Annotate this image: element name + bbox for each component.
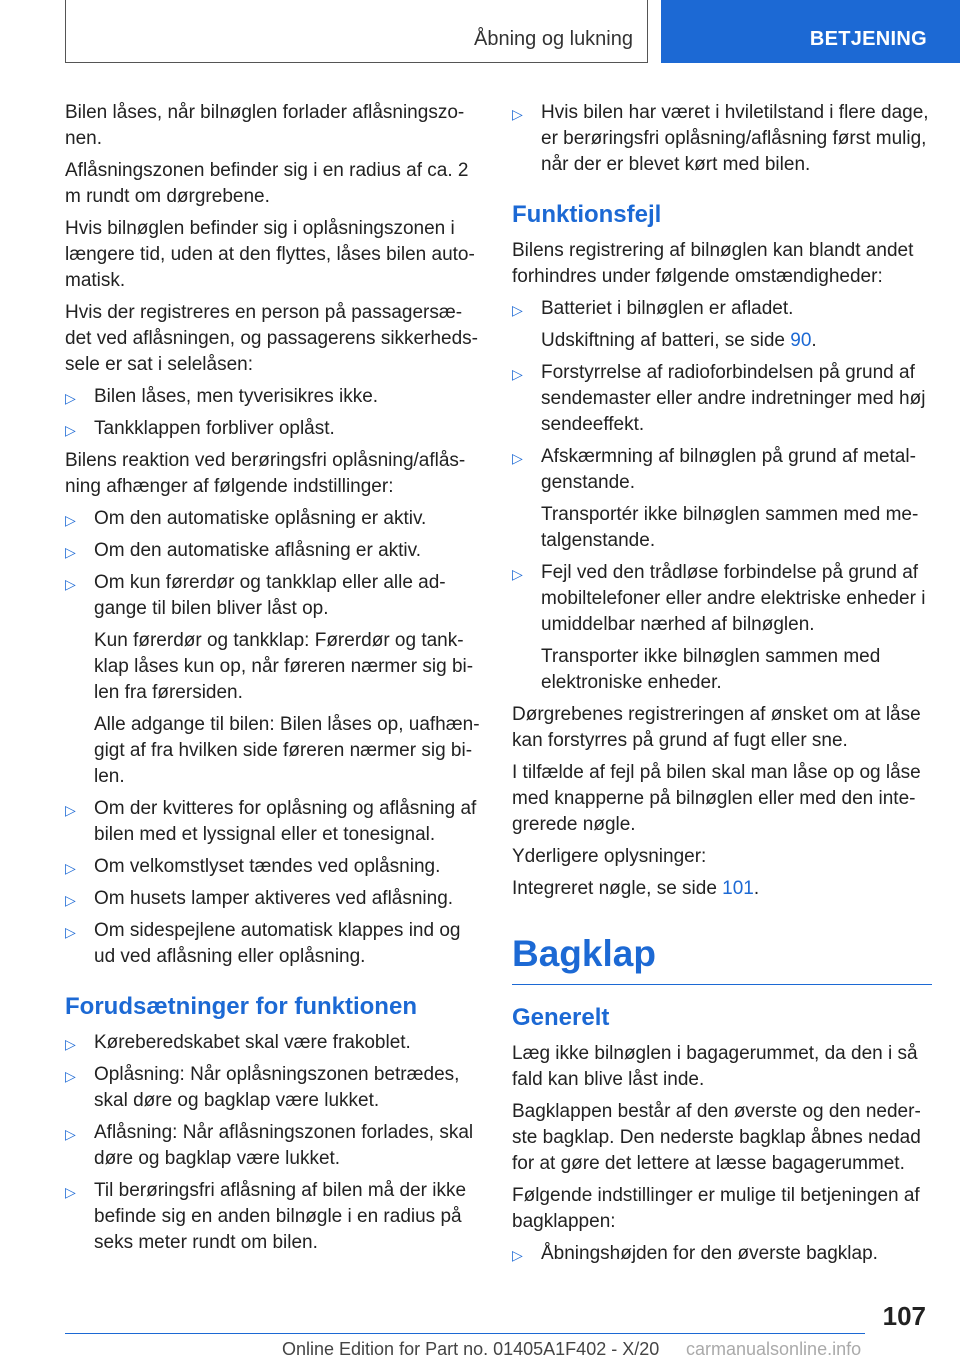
triangle-right-icon: ▷ [512, 450, 523, 466]
list-item: ▷ Åbningshøjden for den øverste bagklap. [512, 1241, 932, 1267]
list-item: ▷ Tankklappen forbliver oplåst. [65, 416, 480, 442]
paragraph: Bagklappen består af den øverste og den neder-ste bagklap. Den nederste bagklap åbnes nedad for at gøre det lettere at læsse bagagerummet. [512, 1101, 921, 1174]
left-column [65, 100, 480, 1262]
paragraph: Hvis bilnøglen befinder sig i oplåsningszonen i længere tid, uden at den flyttes, låses bilen auto-matisk. [65, 218, 475, 291]
sub-paragraph: Alle adgange til bilen: Bilen låses op, uafhæn-gigt af fra hvilken side føreren nærmer sig bi-len. [94, 714, 480, 787]
triangle-right-icon: ▷ [512, 366, 523, 382]
page-number: 107 [882, 1301, 926, 1331]
triangle-right-icon: ▷ [512, 1247, 523, 1263]
triangle-right-icon: ▷ [65, 512, 76, 528]
section-heading: Funktionsfejl [512, 201, 662, 228]
triangle-right-icon: ▷ [65, 422, 76, 438]
triangle-right-icon: ▷ [65, 1184, 76, 1200]
paragraph: Yderligere oplysninger: [512, 846, 707, 867]
section-heading: Forudsætninger for funktionen [65, 993, 417, 1020]
triangle-right-icon: ▷ [65, 802, 76, 818]
sub-paragraph: Kun førerdør og tankklap: Førerdør og tank-klap låses kun op, når føreren nærmer sig bi-len fra førersiden. [94, 630, 474, 703]
list-item: ▷ Om kun førerdør og tankklap eller alle ad-gange til bilen bliver låst op. [65, 572, 446, 619]
chapter-heading: Bagklap [512, 932, 932, 985]
paragraph: Læg ikke bilnøglen i bagagerummet, da den i så fald kan blive låst inde. [512, 1043, 918, 1090]
triangle-right-icon: ▷ [65, 860, 76, 876]
triangle-right-icon: ▷ [512, 566, 523, 582]
paragraph: Bilen låses, når bilnøglen forlader aflåsningszo-nen. [65, 102, 465, 149]
triangle-right-icon: ▷ [65, 1036, 76, 1052]
page-footer [0, 1336, 960, 1362]
list-item: ▷ Bilen låses, men tyverisikres ikke. [65, 384, 480, 410]
list-item: ▷ Oplåsning: Når oplåsningszonen betrædes, skal døre og bagklap være lukket. [65, 1064, 460, 1111]
right-column [512, 100, 932, 1273]
list-item: ▷ Forstyrrelse af radioforbindelsen på grund af sendemaster eller andre indretninger med høj sendeeffekt. [512, 362, 926, 435]
chapter-title: BETJENING [809, 28, 927, 50]
paragraph: Dørgrebenes registreringen af ønsket om at låse kan forstyrres på grund af fugt eller sne. [512, 704, 921, 751]
paragraph: Integreret nøgle, se side 101. [512, 878, 760, 899]
list-item: ▷ Til berøringsfri aflåsning af bilen må der ikke befinde sig en anden bilnøgle i en radius på seks meter rundt om bilen. [65, 1180, 467, 1253]
triangle-right-icon: ▷ [65, 1068, 76, 1084]
list-item: ▷ Om husets lamper aktiveres ved aflåsning. [65, 886, 480, 912]
list-item: ▷ Aflåsning: Når aflåsningszonen forlades, skal døre og bagklap være lukket. [65, 1122, 474, 1169]
paragraph: I tilfælde af fejl på bilen skal man låse op og låse med knapperne på bilnøglen eller med den inte-grerede nøgle. [512, 762, 921, 835]
paragraph: Hvis der registreres en person på passagersæ-det ved aflåsningen, og passagerens sikkerheds-sele er sat i selelåsen: [65, 302, 478, 375]
section-box [65, 0, 648, 63]
page-link-90[interactable]: 90 [790, 330, 812, 351]
triangle-right-icon: ▷ [65, 892, 76, 908]
list-item: ▷ Om den automatiske oplåsning er aktiv. [65, 506, 480, 532]
paragraph: Bilens reaktion ved berøringsfri oplåsning/aflås-ning afhænger af følgende indstillinger: [65, 450, 466, 497]
paragraph: Følgende indstillinger er mulige til betjeningen af bagklappen: [512, 1185, 920, 1232]
edition-text: Online Edition for Part no. 01405A1F402 - X/20 [282, 1339, 660, 1359]
sub-paragraph: Udskiftning af batteri, se side 90. [541, 330, 817, 351]
list-item: ▷ Om sidespejlene automatisk klappes ind og ud ved aflåsning eller oplåsning. [65, 920, 461, 967]
list-item: ▷ Køreberedskabet skal være frakoblet. [65, 1030, 480, 1056]
list-item: ▷ Om den automatiske aflåsning er aktiv. [65, 538, 480, 564]
section-heading: Generelt [512, 1004, 610, 1031]
sub-paragraph: Transportér ikke bilnøglen sammen med me-talgenstande. [541, 504, 919, 551]
list-item: ▷ Afskærmning af bilnøglen på grund af metal-genstande. [512, 446, 916, 493]
triangle-right-icon: ▷ [65, 576, 76, 592]
triangle-right-icon: ▷ [65, 1126, 76, 1142]
paragraph: Bilens registrering af bilnøglen kan blandt andet forhindres under følgende omstændigheder: [512, 240, 914, 287]
triangle-right-icon: ▷ [65, 544, 76, 560]
page-link-101[interactable]: 101 [722, 878, 754, 899]
chapter-tab[interactable] [661, 0, 960, 63]
list-item: ▷ Batteriet i bilnøglen er afladet. [512, 296, 932, 322]
paragraph: Aflåsningszonen befinder sig i en radius af ca. 2 m rundt om dørgrebene. [65, 160, 469, 207]
triangle-right-icon: ▷ [65, 924, 76, 940]
sub-paragraph: Transporter ikke bilnøglen sammen med elektroniske enheder. [541, 646, 881, 693]
list-item: ▷ Fejl ved den trådløse forbindelse på grund af mobiltelefoner eller andre elektriske enheder i umiddelbar nærhed af bilnøglen. [512, 562, 926, 635]
list-item: ▷ Hvis bilen har været i hviletilstand i flere dage, er berøringsfri oplåsning/aflåsning først mulig, når der er blevet kørt med bilen. [512, 102, 929, 175]
watermark-text: carmanualsonline.info [686, 1339, 862, 1359]
triangle-right-icon: ▷ [512, 106, 523, 122]
section-title: Åbning og lukning [473, 28, 633, 50]
triangle-right-icon: ▷ [65, 390, 76, 406]
footer-divider [65, 1333, 865, 1334]
list-item: ▷ Om velkomstlyset tændes ved oplåsning. [65, 854, 480, 880]
list-item: ▷ Om der kvitteres for oplåsning og aflåsning af bilen med et lyssignal eller et tonesignal. [65, 798, 477, 845]
page-header [0, 0, 960, 66]
triangle-right-icon: ▷ [512, 302, 523, 318]
